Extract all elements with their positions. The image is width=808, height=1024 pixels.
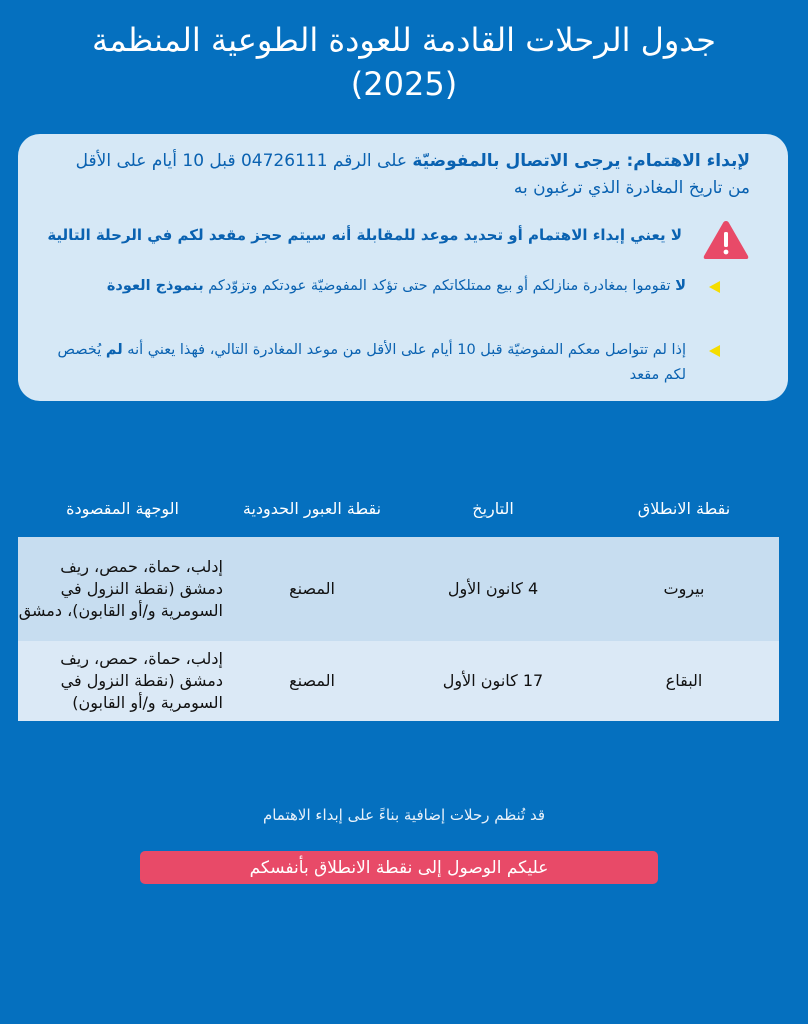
- intro-text: [50, 148, 750, 202]
- title-line-2: (2025): [350, 65, 458, 103]
- bullet-2-text: [46, 338, 686, 388]
- cell-destination: إدلب، حماة، حمص، ريف دمشق (نقطة النزول في السومرية و/أو القابون)، دمشق: [18, 557, 223, 620]
- cell-departure: البقاع: [665, 671, 703, 690]
- bullet-1-rest: تقوموا بمغادرة منازلكم أو بيع ممتلكاتكم حتى تؤكد المفوضيّة عودتكم وتزوّدكم: [203, 278, 676, 294]
- page-title: [0, 18, 808, 106]
- bullet-1-bold: لا: [675, 278, 686, 294]
- header-destination: الوجهة المقصودة: [66, 498, 179, 518]
- schedule-table: [18, 480, 779, 721]
- header-border-crossing: نقطة العبور الحدودية: [242, 498, 382, 518]
- bullet-2-pre: إذا لم تتواصل معكم المفوضيّة قبل 10 أيام على الأقل من موعد المغادرة التالي، فهذا يعني أنه: [122, 342, 686, 358]
- header-departure: نقطة الانطلاق: [637, 498, 731, 518]
- table-header: [18, 480, 779, 537]
- yellow-triangle-bullet-icon: [708, 345, 720, 357]
- table-row: [18, 641, 779, 721]
- arrival-notice-banner: عليكم الوصول إلى نقطة الانطلاق بأنفسكم: [140, 851, 658, 884]
- cell-border-crossing: المصنع: [289, 579, 335, 598]
- intro-rest: على الرقم 04726111 قبل 10 أيام على الأقل من تاريخ المغادرة الذي ترغبون به: [75, 151, 750, 198]
- warning-text: لا يعني إبداء الاهتمام أو تحديد موعد للمقابلة أنه سيتم حجز مقعد لكم في الرحلة التالية: [47, 226, 682, 244]
- warning-row: [18, 218, 788, 262]
- title-line-1: جدول الرحلات القادمة للعودة الطوعية المنظمة: [92, 21, 716, 59]
- table-row: [18, 537, 779, 641]
- warning-triangle-icon: [702, 218, 750, 262]
- cell-date: 4 كانون الأول: [447, 579, 539, 598]
- cell-border-crossing: المصنع: [289, 671, 335, 690]
- yellow-triangle-bullet-icon: [708, 281, 720, 293]
- additional-trips-note: قد تُنظم رحلات إضافية بناءً على إبداء الاهتمام: [262, 806, 546, 824]
- cell-departure: بيروت: [663, 579, 705, 598]
- bullet-2-bold: لم: [105, 342, 123, 358]
- header-date: التاريخ: [472, 498, 514, 518]
- cell-destination: إدلب، حماة، حمص، ريف دمشق (نقطة النزول في السومرية و/أو القابون): [60, 649, 223, 712]
- bullet-1-bold-2: بنموذج العودة: [106, 278, 204, 294]
- intro-bold: لإبداء الاهتمام: يرجى الاتصال بالمفوضيّة: [412, 151, 750, 171]
- info-box: [18, 134, 788, 401]
- bullet-2-post: يُخصص لكم مقعد: [57, 342, 686, 383]
- cell-date: 17 كانون الأول: [442, 671, 544, 690]
- bullet-1-text: [46, 274, 686, 299]
